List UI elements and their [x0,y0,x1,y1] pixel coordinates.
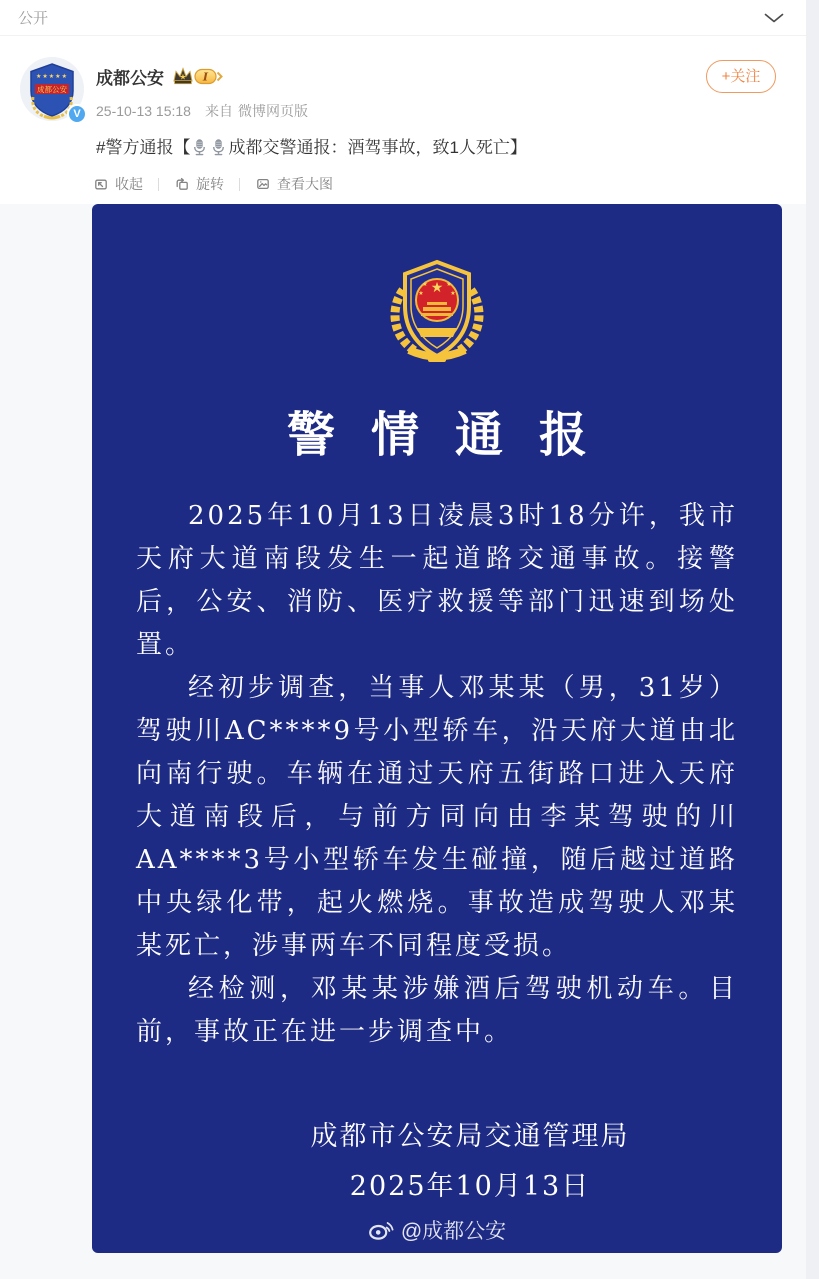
source-prefix: 来自 [204,103,233,119]
source-link[interactable]: 微博网页版 [237,103,308,119]
media-area [0,204,806,1279]
rotate-image-button[interactable] [174,174,224,194]
vip-badge[interactable] [172,66,224,87]
hashtag-link[interactable]: #警方通报 [96,138,174,157]
svg-text:★: ★ [446,282,452,288]
svg-text:★: ★ [422,282,428,288]
toolbar-divider [158,178,159,191]
author-name[interactable]: 成都公安 [96,68,164,88]
visibility-bar [0,0,806,36]
page-gutter [806,0,819,1279]
svg-text:★: ★ [418,291,424,297]
notice-title: 警情通报 [286,407,623,463]
notice-signature [125,1112,782,1212]
timestamp: 25-10-13 15:18 [96,103,191,119]
notice-paragraph: 经初步调查，当事人邓某某（男，31岁）驾驶川AC****9号小型轿车，沿天府大道由北向南行驶。车辆在通过天府五街路口进入天府大道南段后，与前方同向由李某驾驶的川AA****3号小型轿车发生碰撞，随后越过道路中央绿化带，起火燃烧。事故造成驾驶人邓某某死亡，涉事两车不同程度受损。 [136,673,738,961]
collapse-image-button[interactable] [93,174,143,194]
signature-date: 2025年10月13日 [349,1171,591,1202]
notice-body [136,495,738,1054]
post-content-text: 成都交警通报：酒驾事故，致1人死亡】 [228,138,527,157]
police-emblem-icon [373,254,501,366]
toolbar-divider [239,178,240,191]
svg-text:I: I [202,69,209,83]
verified-badge: V [67,104,87,124]
view-large-image-icon [255,176,271,192]
notice-paragraph: 经检测，邓某某涉嫌酒后驾驶机动车。目前，事故正在进一步调查中。 [136,974,738,1047]
collapse-label: 收起 [115,176,143,192]
svg-text:★★★★★: ★★★★★ [36,74,68,80]
view-large-image-button[interactable] [255,174,333,194]
rotate-image-icon [174,176,190,192]
microphone-emoji [210,138,227,156]
svg-text:★: ★ [450,291,456,297]
rotate-label: 旋转 [196,176,224,192]
signature-org: 成都市公安局交通管理局 [310,1121,630,1152]
post-meta [96,101,696,121]
post-content [96,135,696,161]
notice-paragraph: 2025年10月13日凌晨3时18分许，我市天府大道南段发生一起道路交通事故。接警后，公安、消防、医疗救援等部门迅速到场处置。 [136,501,738,660]
svg-text:成都公安: 成都公安 [37,85,67,94]
avatar[interactable] [20,57,84,121]
visibility-label[interactable]: 公开 [18,10,49,27]
weibo-logo-icon [368,1220,394,1241]
notice-image[interactable] [92,204,782,1253]
svg-text:★: ★ [179,72,187,82]
bracket-open: 【 [173,138,191,157]
collapse-image-icon [93,176,109,192]
watermark-text: @成都公安 [400,1220,507,1243]
microphone-emoji [191,138,208,156]
post [0,36,806,1279]
vip-crown-icon [172,66,224,87]
chevron-down-icon[interactable] [764,13,784,23]
notice-watermark [92,1215,782,1245]
follow-button[interactable]: +关注 [706,60,776,93]
view-large-label: 查看大图 [277,176,333,192]
image-toolbar [93,172,806,196]
svg-text:★: ★ [430,279,444,295]
